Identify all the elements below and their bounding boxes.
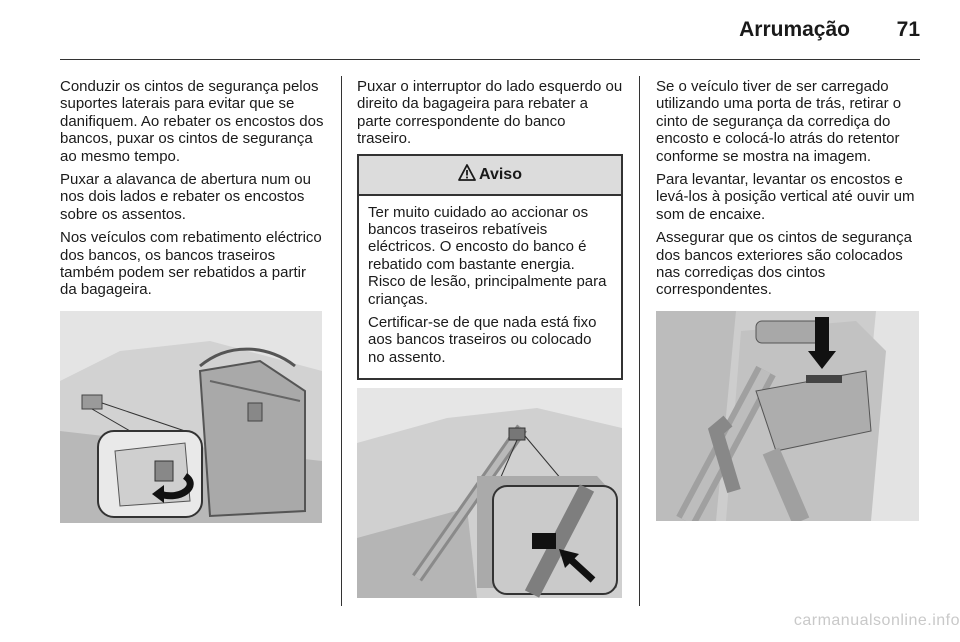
- watermark: carmanualsonline.info: [793, 612, 960, 629]
- warning-paragraph: Certificar-se de que nada está fixo aos bancos traseiros ou colocado no assento.: [368, 314, 597, 366]
- figure-fold-switch: [357, 388, 622, 598]
- paragraph: Se o veículo tiver de ser carregado utilizando uma porta de trás, retirar o cinto de segurança da corrediça do encosto e colocá-lo atrás do retentor conforme se mostra na imagem.: [656, 78, 902, 165]
- warning-title: Aviso: [479, 165, 522, 183]
- figure-boot-release-lever: [60, 311, 322, 523]
- paragraph: Conduzir os cintos de segurança pelos suportes laterais para evitar que se danifiquem. Ao rebater os encostos dos bancos, puxar os cintos de segurança ao mesmo tempo.: [60, 78, 324, 165]
- paragraph: Puxar o interruptor do lado esquerdo ou direito da bagageira para rebater a parte correspondente do banco traseiro.: [357, 78, 623, 148]
- warning-body: [359, 196, 621, 379]
- column-separator: [341, 76, 342, 606]
- paragraph: Para levantar, levantar os encostos e levá-los à posição vertical até ouvir um som de encaixe.: [656, 171, 915, 223]
- paragraph: Puxar a alavanca de abertura num ou nos dois lados e rebater os encostos sobre os assentos.: [60, 171, 311, 223]
- paragraph: Assegurar que os cintos de segurança dos bancos exteriores são colocados nas corrediças dos cintos correspondentes.: [656, 229, 912, 299]
- header-title: Arrumação: [739, 18, 850, 41]
- figure-seatbelt-retainer: [656, 311, 919, 521]
- column-3: [656, 78, 922, 305]
- column-1: [60, 78, 326, 305]
- warning-box: [357, 154, 623, 381]
- warning-paragraph: Ter muito cuidado ao accionar os bancos traseiros rebatíveis eléctricos. O encosto do banco é rebatido com bastante energia. Risco de lesão, principalmente para crianças.: [368, 203, 607, 308]
- warning-icon: [458, 164, 476, 186]
- column-2: [357, 78, 623, 380]
- paragraph: Nos veículos com rebatimento eléctrico dos bancos, os bancos traseiros também podem ser rebatidos a partir da bagageira.: [60, 229, 322, 299]
- column-separator: [639, 76, 640, 606]
- warning-header: [359, 156, 621, 196]
- header-rule: [60, 59, 920, 60]
- page-number: 71: [896, 18, 920, 41]
